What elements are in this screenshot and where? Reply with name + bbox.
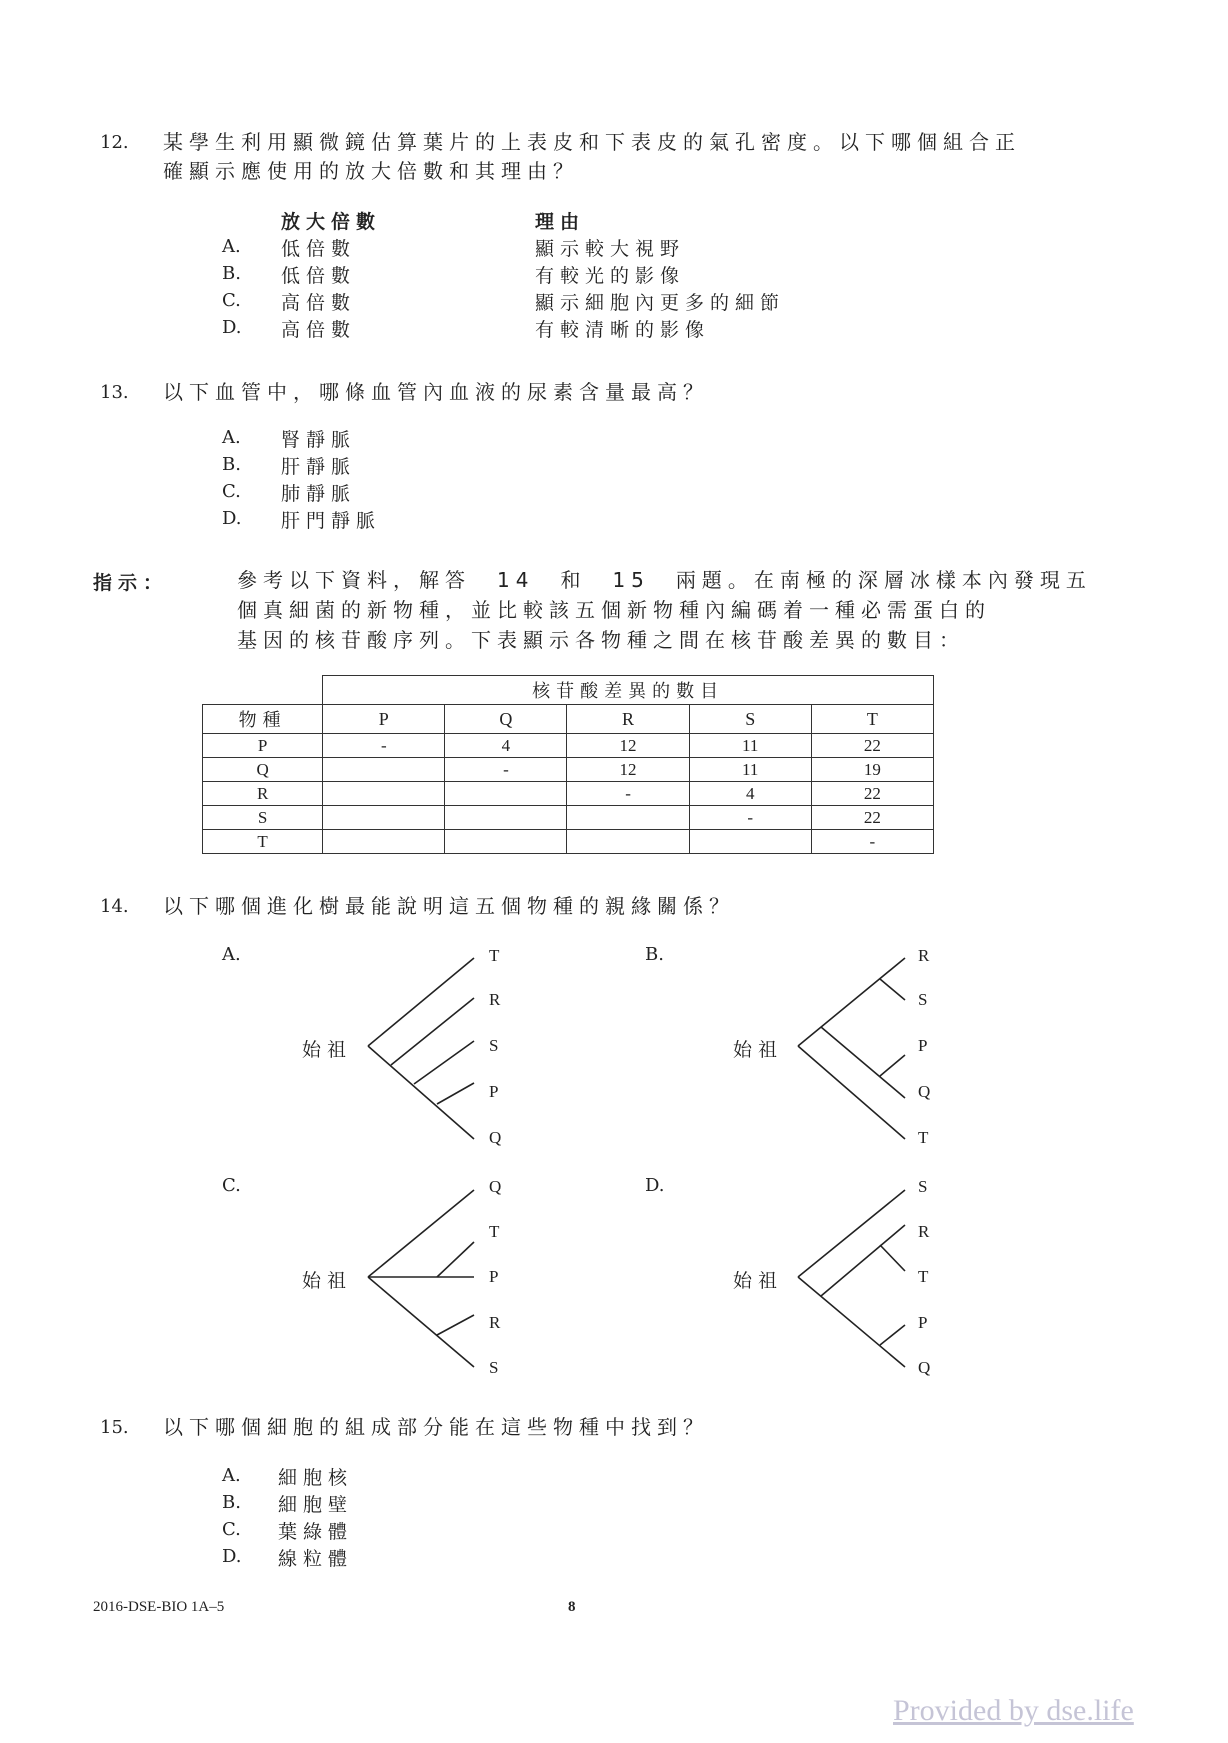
row-label: S (203, 806, 323, 830)
option-letter: C. (222, 290, 241, 311)
option-magnification: 低倍數 (281, 238, 357, 260)
tree-leaf-label: T (489, 1222, 500, 1241)
tree-leaf-label: R (489, 1313, 501, 1332)
question-number: 12. (100, 132, 129, 153)
table-cell: 4 (445, 734, 567, 758)
tree-leaf-label: P (489, 1082, 499, 1101)
table-cell: 12 (567, 734, 689, 758)
option-letter: A. (222, 944, 241, 965)
option-magnification: 低倍數 (281, 265, 357, 287)
option-letter: B. (222, 263, 241, 284)
option-text: 線粒體 (278, 1548, 354, 1570)
question-text: 以下哪個進化樹最能說明這五個物種的親緣關係？ (163, 894, 735, 918)
table-cell: - (445, 758, 567, 782)
question-number: 15. (100, 1417, 129, 1438)
tree-leaf-label: S (489, 1036, 499, 1055)
tree-leaf-label: S (918, 1177, 928, 1196)
table-cell: - (567, 782, 689, 806)
option-reason: 顯示較大視野 (535, 238, 686, 260)
option-letter: D. (222, 317, 242, 338)
option-letter: D. (222, 1546, 242, 1567)
table-cell: 11 (689, 758, 811, 782)
table-cell: - (323, 734, 445, 758)
row-header: 物種 (203, 705, 323, 734)
tree-leaf-label: S (489, 1358, 499, 1377)
tree-leaf-label: T (918, 1128, 929, 1147)
ancestor-label: 始祖 (302, 1270, 353, 1292)
directions-text: 基因的核苷酸序列。下表顯示各物種之間在核苷酸差異的數目： (237, 628, 965, 652)
question-number: 13. (100, 382, 129, 403)
tree-leaf-label: Q (918, 1082, 931, 1101)
column-header-reason: 理由 (535, 211, 586, 233)
tree-leaf-label: P (918, 1313, 928, 1332)
option-text: 腎靜脈 (281, 429, 357, 451)
tree-leaf-label: Q (489, 1128, 502, 1147)
option-text: 細胞壁 (278, 1494, 354, 1516)
page-number: 8 (568, 1599, 576, 1615)
column-header: P (323, 705, 445, 734)
directions-text: 個真細菌的新物種，並比較該五個新物種內編碼着一種必需蛋白的 (237, 598, 991, 622)
column-header: T (811, 705, 933, 734)
column-header: R (567, 705, 689, 734)
table-cell: 11 (689, 734, 811, 758)
option-letter: A. (222, 236, 241, 257)
option-text: 肝靜脈 (281, 456, 357, 478)
tree-leaf-label: R (489, 990, 501, 1009)
option-letter: C. (222, 1175, 241, 1196)
tree-leaf-label: P (918, 1036, 928, 1055)
tree-leaf-label: R (918, 1222, 930, 1241)
question-number: 14. (100, 896, 129, 917)
directions-label: 指示： (93, 572, 169, 594)
option-letter: B. (222, 1492, 241, 1513)
row-label: Q (203, 758, 323, 782)
question-text: 確顯示應使用的放大倍數和其理由？ (163, 159, 579, 183)
row-label: R (203, 782, 323, 806)
question-text: 以下血管中，哪條血管內血液的尿素含量最高？ (163, 380, 709, 404)
table-caption: 核苷酸差異的數目 (323, 676, 934, 705)
tree-leaf-label: Q (918, 1358, 931, 1377)
tree-leaf-label: S (918, 990, 928, 1009)
ancestor-label: 始祖 (733, 1270, 784, 1292)
question-text: 以下哪個細胞的組成部分能在這些物種中找到？ (163, 1415, 709, 1439)
tree-leaf-label: P (489, 1267, 499, 1286)
option-letter: A. (222, 1465, 241, 1486)
ancestor-label: 始祖 (733, 1039, 784, 1061)
tree-leaf-label: Q (489, 1177, 502, 1196)
table-cell: - (811, 830, 933, 854)
tree-a-branches (368, 958, 474, 1139)
exam-code: 2016-DSE-BIO 1A–5 (93, 1599, 225, 1615)
option-text: 肝門靜脈 (281, 510, 382, 532)
table-cell: 22 (811, 734, 933, 758)
column-header-magnification: 放大倍數 (281, 211, 382, 233)
option-letter: C. (222, 481, 241, 502)
column-header: S (689, 705, 811, 734)
tree-b-branches (798, 958, 905, 1139)
option-text: 葉綠體 (278, 1521, 354, 1543)
option-letter: B. (645, 944, 664, 965)
tree-leaf-label: T (918, 1267, 929, 1286)
tree-d-branches (798, 1190, 905, 1367)
option-letter: D. (645, 1175, 665, 1196)
tree-c-branches (368, 1190, 474, 1367)
provided-by-link[interactable]: Provided by dse.life (893, 1694, 1134, 1727)
option-magnification: 高倍數 (281, 292, 357, 314)
table-cell: 22 (811, 782, 933, 806)
table-cell: 19 (811, 758, 933, 782)
tree-leaf-label: R (918, 946, 930, 965)
tree-leaf-label: T (489, 946, 500, 965)
option-reason: 顯示細胞內更多的細節 (535, 292, 786, 314)
option-letter: A. (222, 427, 241, 448)
table-cell: 4 (689, 782, 811, 806)
option-reason: 有較清晰的影像 (535, 319, 711, 341)
row-label: P (203, 734, 323, 758)
table-cell: - (689, 806, 811, 830)
option-letter: B. (222, 454, 241, 475)
table-cell: 12 (567, 758, 689, 782)
row-label: T (203, 830, 323, 854)
ancestor-label: 始祖 (302, 1039, 353, 1061)
option-magnification: 高倍數 (281, 319, 357, 341)
column-header: Q (445, 705, 567, 734)
option-text: 肺靜脈 (281, 483, 357, 505)
option-text: 細胞核 (278, 1467, 354, 1489)
option-reason: 有較光的影像 (535, 265, 686, 287)
option-letter: D. (222, 508, 242, 529)
question-text: 某學生利用顯微鏡估算葉片的上表皮和下表皮的氣孔密度。以下哪個組合正 (163, 130, 1021, 154)
directions-text: 參考以下資料，解答 14 和 15 兩題。在南極的深層冰樣本內發現五 (237, 568, 1092, 592)
table-cell: 22 (811, 806, 933, 830)
option-letter: C. (222, 1519, 241, 1540)
